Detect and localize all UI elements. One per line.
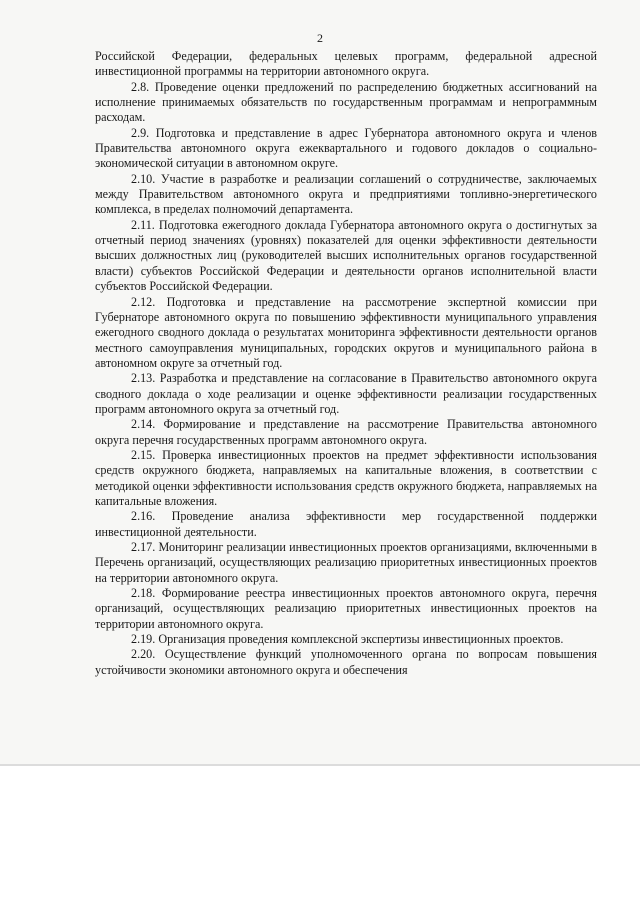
page-body	[95, 49, 597, 678]
paragraph-continuation: Российской Федерации, федеральных целевых программ, федеральной адресной инвестиционной программы на территории автономного округа.	[95, 49, 597, 79]
paragraph-2-14: 2.14. Формирование и представление на рассмотрение Правительства автономного округа перечня государственных программ автономного округа.	[95, 417, 597, 447]
page-number: 2	[317, 31, 323, 45]
paragraph-2-18: 2.18. Формирование реестра инвестиционных проектов автономного округа, перечня организаций, осуществляющих реализацию приоритетных инвестиционных проектов на территории автономного округа.	[95, 586, 597, 631]
paragraph-2-17: 2.17. Мониторинг реализации инвестиционных проектов организациями, включенными в Перечень организаций, осуществляющих реализацию приоритетных инвестиционных проектов на территории автономного округа.	[95, 540, 597, 585]
paragraph-2-10: 2.10. Участие в разработке и реализации соглашений о сотрудничестве, заключаемых между Правительством автономного округа и предприятиями топливно-энергетического комплекса, в пределах полномочий департамента.	[95, 171, 597, 217]
paragraph-2-20: 2.20. Осуществление функций уполномоченного органа по вопросам повышения устойчивости экономики автономного округа и обеспечения	[95, 647, 597, 677]
paragraph-2-8: 2.8. Проведение оценки предложений по распределению бюджетных ассигнований на исполнение принимаемых обязательств по государственным программам и непрограммным расходам.	[95, 79, 597, 125]
paragraph-2-19: 2.19. Организация проведения комплексной экспертизы инвестиционных проектов.	[131, 632, 564, 647]
paragraph-2-13: 2.13. Разработка и представление на согласование в Правительство автономного округа сводного доклада о ходе реализации и оценке эффективности реализации государственных программ автономного округа за отчетный год.	[95, 371, 597, 416]
paragraph-2-12: 2.12. Подготовка и представление на рассмотрение экспертной комиссии при Губернаторе автономного округа по повышению эффективности муниципального управления ежегодного сводного доклада о результатах мониторинга эффективности деятельности органов местного самоуправления муниципальных, городских округов и муниципального района в автономном округе за отчетный год.	[95, 294, 597, 370]
paragraph-2-16: 2.16. Проведение анализа эффективности мер государственной поддержки инвестиционной деятельности.	[95, 509, 597, 539]
paragraph-2-11: 2.11. Подготовка ежегодного доклада Губернатора автономного округа о достигнутых за отчетный период значениях (уровнях) показателей для оценки эффективности деятельности высших должностных лиц (руководителей высших исполнительных органов государственной власти) субъектов Российской Федерации и деятельности органов исполнительной власти субъектов Российской Федерации.	[95, 217, 597, 294]
paragraph-2-9: 2.9. Подготовка и представление в адрес Губернатора автономного округа и членов Правительства автономного округа ежеквартального и годового докладов о социально-экономической ситуации в автономном округе.	[95, 125, 597, 171]
paragraph-2-15: 2.15. Проверка инвестиционных проектов на предмет эффективности использования средств окружного бюджета, направляемых на капитальные вложения, в соответствии с методикой оценки эффективности использования средств окружного бюджета, направляемых на капитальные вложения.	[95, 447, 597, 508]
blank-area	[0, 766, 640, 905]
